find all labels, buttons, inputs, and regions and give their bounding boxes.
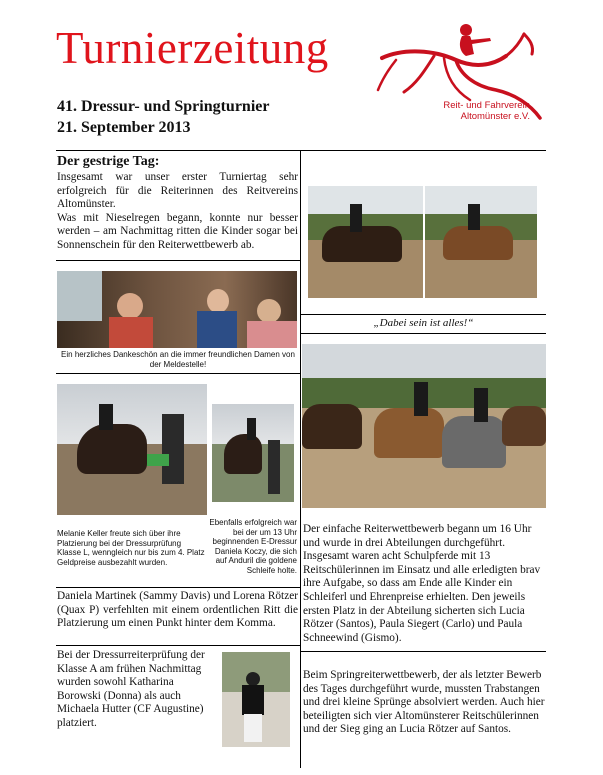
photo-melanie-keller-horse [57,384,207,515]
photo-daniela-koczy-horse [212,404,294,502]
rule [300,333,546,334]
rule [300,314,546,315]
caption-daniela: Ebenfalls erfolgreich war bei der um 13 Uhr beginnenden E-Dressur Daniela Koczy, die sich auf Anduril die goldene Schleife holte. [209,518,297,575]
intro-paragraph-2: Was mit Nieselregen begann, konnte nur besser werden – am Nachmittag ritten die Kinder sogar bei Sonnenschein für den Reiterwettbewerb ab. [57,211,298,251]
paragraph-klasse-a: Bei der Dressurreiterprüfung der Klasse A am frühen Nachmittag wurden sowohl Katharina Borowski (Donna) als auch Michaela Hutter (CF Augustine) platziert. [57,649,205,729]
intro-text [57,171,298,253]
paragraph-reiterwettbewerb: Der einfache Reiterwettbewerb begann um 16 Uhr und wurde in drei Abteilungen durchgeführt. Insgesamt waren acht Schulpferde mit 13 Reitschülerinnen im Einsatz und alle erledigten brav ihre Aufgabe, so dass am Ende alle Kinder ein Schleiferl und Ehrenpreise erhielten. Den jeweils ersten Platz in der Abteilung sicherten sich Lucia Rötzer (Santos), Paula Siegert (Carlo) und Paula Schneewind (Gismo). [303,523,541,644]
rule [56,373,300,374]
rule [300,651,546,652]
rule [56,587,300,588]
intro-paragraph-1: Insgesamt war unser erster Turniertag sehr erfolgreich für die Reiterinnen des Reitvereins Altomünster. [57,171,298,211]
photo-meldestelle-ladies [57,271,297,348]
logo-line-2: Altomünster e.V. [460,111,530,123]
logo-text [380,100,530,123]
caption-melanie: Melanie Keller freute sich über ihre Platzierung bei der Dressurprüfung Klasse L, wenngleich nur bis zum 4. Platz Geldpreise ausbezahlt wurden. [57,529,205,567]
caption-meldestelle: Ein herzliches Dankeschön an die immer freundlichen Damen von der Meldestelle! [61,350,295,369]
top-rule [56,150,546,151]
page-title: Turnierzeitung [56,23,329,73]
subtitle-event: 41. Dressur- und Springturnier [57,98,270,115]
section-heading: Der gestrige Tag: [57,154,160,169]
rule [56,645,300,646]
subtitle-date: 21. September 2013 [57,119,191,136]
rule [56,260,300,261]
paragraph-daniela-lorena: Daniela Martinek (Sammy Davis) und Lorena Rötzer (Quax P) verfehlten mit einem ordentlichen Ritt die Platzierung um einen Punkt hinter dem Komma. [57,590,298,630]
photo-reiterwettbewerb-group [302,344,546,508]
column-divider [300,150,301,768]
paragraph-springreiter: Beim Springreiterwettbewerb, der als letzter Bewerb des Tages durchgeführt wurde, mussten Trabstangen und drei kleine Sprünge absolviert werden. Auch hier beteiligten sich vier Altomünsterer Reitschülerinnen und der Sieg ging an Lucia Rötzer auf Santos. [303,669,545,736]
photo-riders-dressage-arena [308,186,537,298]
quote-text: „Dabei sein ist alles!“ [373,317,474,329]
photo-klasse-a-rider [222,652,290,747]
logo-line-1: Reit- und Fahrverein [443,100,530,111]
